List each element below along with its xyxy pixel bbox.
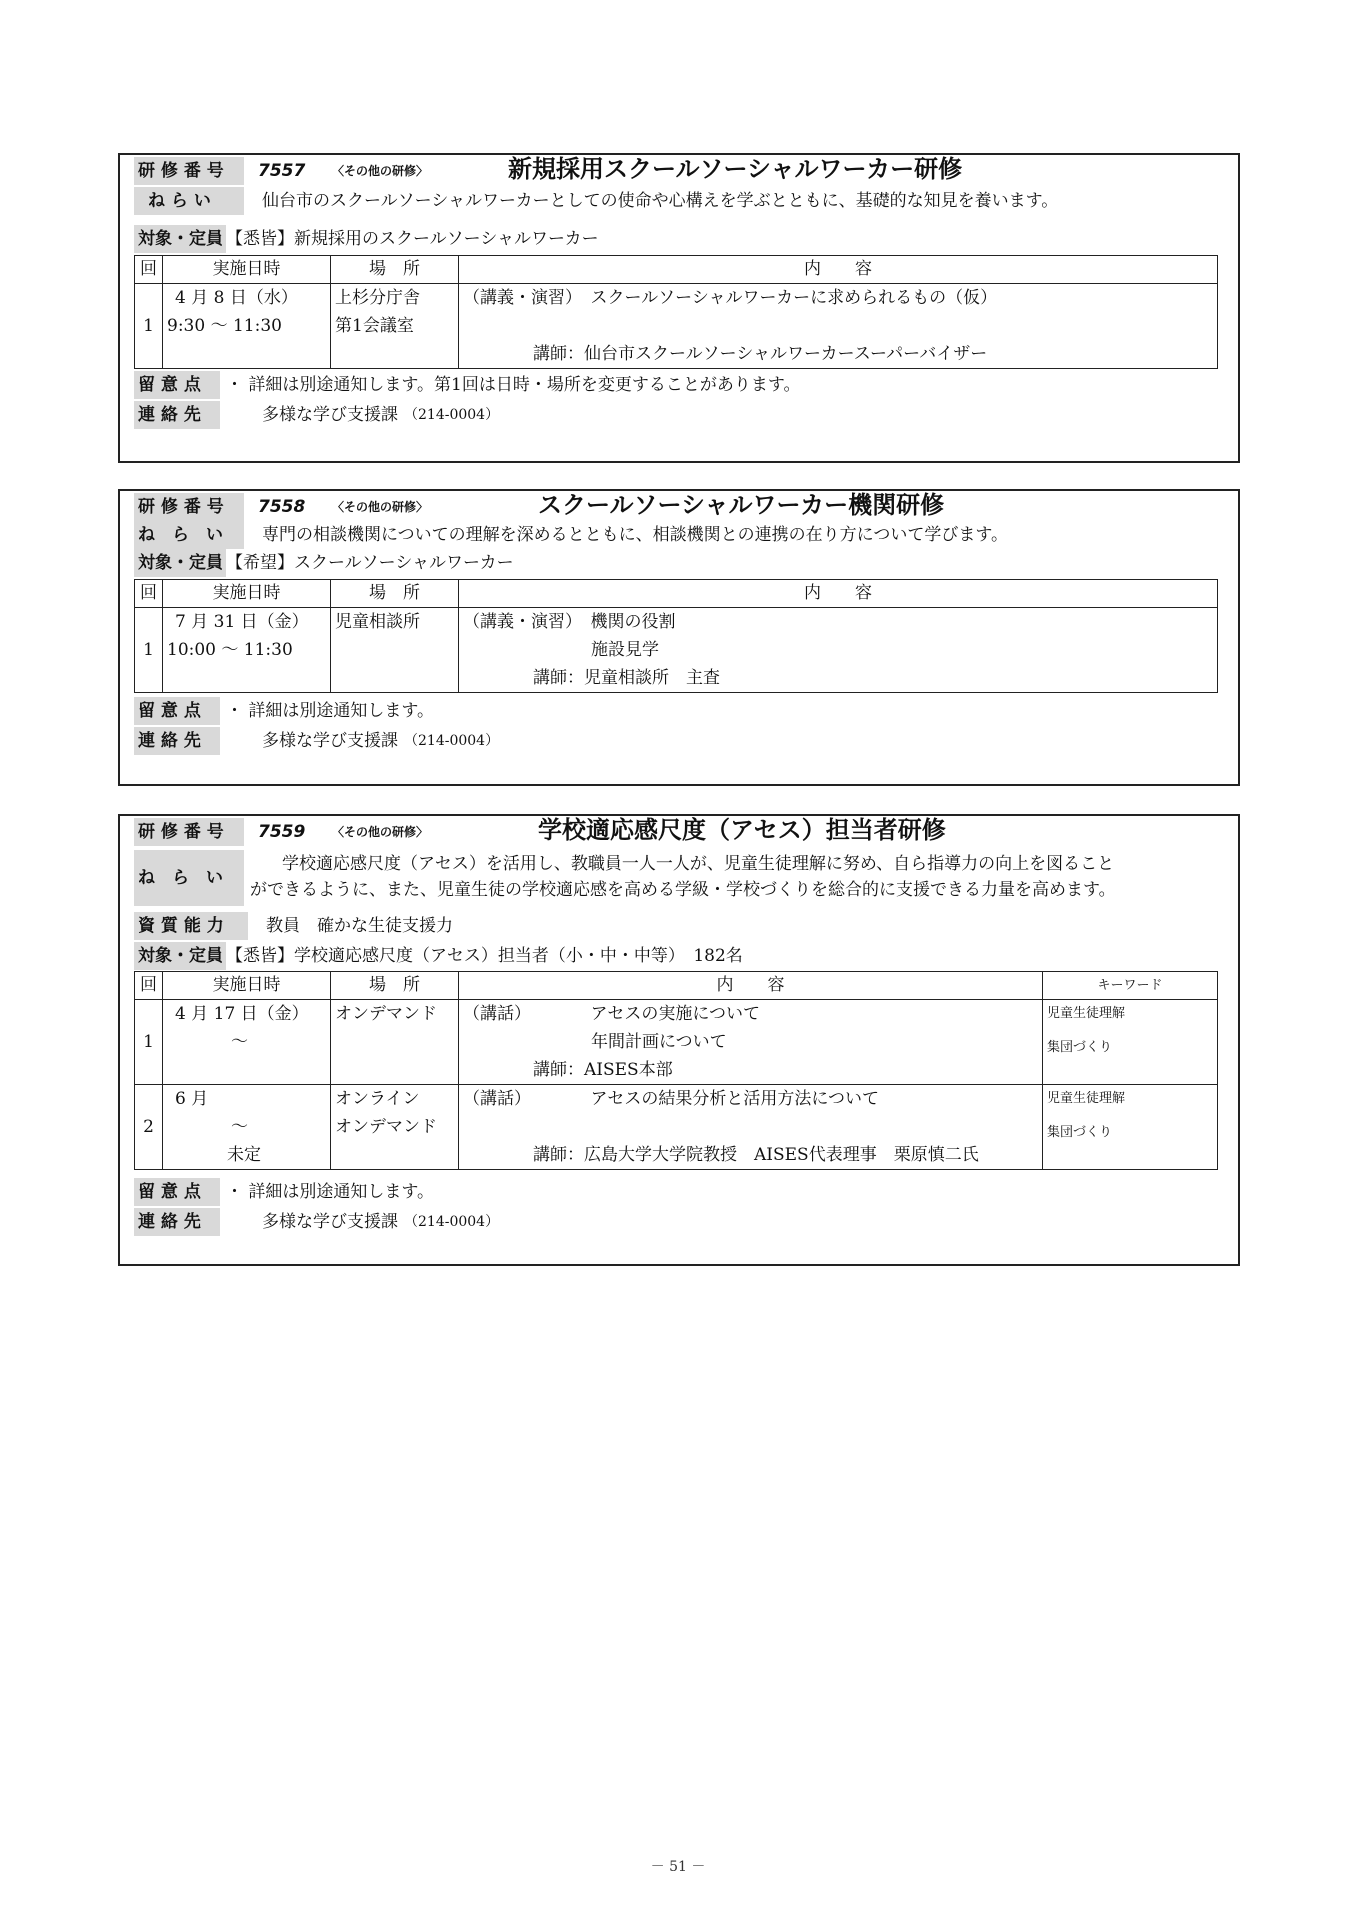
notes-text: ・ 詳細は別途通知します。第1回は日時・場所を変更することがあります。 bbox=[226, 375, 801, 395]
place-line: 児童相談所 bbox=[335, 612, 420, 632]
session-date: 4 月 17 日（金） bbox=[175, 1004, 309, 1024]
spacer bbox=[167, 664, 326, 692]
schedule-table bbox=[134, 579, 1218, 693]
notes-label: 留 意 点 bbox=[134, 371, 220, 399]
aim-row bbox=[134, 850, 1224, 906]
session-content bbox=[459, 284, 1218, 369]
ability-row bbox=[134, 912, 1224, 940]
notes-text: ・ 詳細は別途通知します。 bbox=[226, 1182, 435, 1202]
lecturer-line: 講師：AISES本部 bbox=[533, 1060, 673, 1080]
session-content bbox=[459, 1085, 1043, 1170]
content-line: （講話） アセスの実施について bbox=[463, 1004, 760, 1024]
header-keyword: キーワード bbox=[1043, 972, 1218, 1000]
session-datetime bbox=[163, 1085, 331, 1170]
training-title: スクールソーシャルワーカー機関研修 bbox=[538, 491, 945, 519]
target-text: 【悉皆】学校適応感尺度（アセス）担当者（小・中・中等） 182名 bbox=[226, 946, 743, 966]
training-number: 7559 bbox=[258, 822, 306, 842]
header-content: 内 容 bbox=[459, 256, 1218, 284]
contact-name: 多様な学び支援課 bbox=[262, 405, 398, 425]
notes-label: 留 意 点 bbox=[134, 697, 220, 725]
session-time: 9:30 〜 11:30 bbox=[167, 316, 282, 336]
contact-name: 多様な学び支援課 bbox=[262, 1212, 398, 1232]
schedule-table bbox=[134, 971, 1218, 1170]
header-round: 回 bbox=[135, 256, 163, 284]
session-number: 1 bbox=[135, 284, 163, 369]
number-label: 研 修 番 号 bbox=[134, 493, 244, 521]
session-date: 6 月 bbox=[175, 1089, 209, 1109]
aim-row bbox=[134, 187, 1224, 215]
header-content: 内 容 bbox=[459, 972, 1043, 1000]
header-round: 回 bbox=[135, 580, 163, 608]
session-keywords bbox=[1043, 1000, 1218, 1085]
notes-row bbox=[134, 371, 1224, 399]
contact-tel: （214-0004） bbox=[404, 407, 500, 423]
schedule-table bbox=[134, 255, 1218, 369]
header-place: 場 所 bbox=[331, 972, 459, 1000]
header-date: 実施日時 bbox=[163, 256, 331, 284]
aim-row bbox=[134, 521, 1224, 549]
ability-text: 教員 確かな生徒支援力 bbox=[266, 916, 453, 936]
number-label: 研 修 番 号 bbox=[134, 157, 244, 185]
session-datetime bbox=[163, 1000, 331, 1085]
session-datetime bbox=[163, 608, 331, 693]
table-row bbox=[135, 608, 1218, 693]
keyword: 児童生徒理解 bbox=[1047, 1091, 1126, 1106]
header-content: 内 容 bbox=[459, 580, 1218, 608]
table-row bbox=[135, 1085, 1218, 1170]
contact-tel: （214-0004） bbox=[404, 733, 500, 749]
session-place bbox=[331, 1000, 459, 1085]
session-number: 1 bbox=[135, 1000, 163, 1085]
content-line: （講義・演習） 機関の役割 bbox=[463, 612, 676, 632]
target-label: 対象・定員 bbox=[134, 942, 226, 970]
contact-label: 連 絡 先 bbox=[134, 727, 220, 755]
contact-row bbox=[134, 727, 1224, 755]
number-row bbox=[134, 493, 1224, 521]
aim-label: ね ら い bbox=[134, 850, 244, 906]
lecturer-line: 講師：児童相談所 主査 bbox=[533, 668, 720, 688]
content-line: 施設見学 bbox=[591, 640, 659, 660]
session-number: 1 bbox=[135, 608, 163, 693]
number-row bbox=[134, 157, 1224, 185]
notes-row bbox=[134, 1178, 1224, 1206]
session-datetime bbox=[163, 284, 331, 369]
training-section-7557 bbox=[118, 153, 1240, 463]
aim-line-1: 学校適応感尺度（アセス）を活用し、教職員一人一人が、児童生徒理解に努め、自ら指導力の向上を図ること bbox=[282, 854, 1115, 874]
training-number: 7557 bbox=[258, 161, 306, 181]
keyword: 集団づくり bbox=[1047, 1125, 1113, 1140]
training-category: 〈その他の研修〉 bbox=[332, 825, 429, 839]
training-category: 〈その他の研修〉 bbox=[332, 164, 429, 178]
place-line: オンデマンド bbox=[335, 1117, 437, 1137]
session-content bbox=[459, 1000, 1043, 1085]
header-date: 実施日時 bbox=[163, 972, 331, 1000]
target-row bbox=[134, 549, 1224, 577]
session-time-end: 未定 bbox=[227, 1145, 261, 1165]
training-title: 学校適応感尺度（アセス）担当者研修 bbox=[538, 816, 946, 844]
training-number: 7558 bbox=[258, 497, 306, 517]
lecturer-line: 講師：広島大学大学院教授 AISES代表理事 栗原慎二氏 bbox=[533, 1145, 979, 1165]
page-number: － 51 － bbox=[650, 1859, 706, 1875]
content-line: （講話） アセスの結果分析と活用方法について bbox=[463, 1089, 879, 1109]
table-row bbox=[135, 1000, 1218, 1085]
session-time: 〜 bbox=[231, 1117, 248, 1137]
session-time-end bbox=[167, 1056, 326, 1084]
training-section-7559 bbox=[118, 814, 1240, 1266]
aim-label: ね ら い bbox=[134, 187, 244, 215]
place-line: 第1会議室 bbox=[335, 316, 414, 336]
place-line: オンライン bbox=[335, 1089, 420, 1109]
number-label: 研 修 番 号 bbox=[134, 818, 244, 846]
ability-label: 資 質 能 力 bbox=[134, 912, 248, 940]
target-row bbox=[134, 225, 1224, 253]
contact-row bbox=[134, 401, 1224, 429]
session-place bbox=[331, 284, 459, 369]
session-keywords bbox=[1043, 1085, 1218, 1170]
notes-text: ・ 詳細は別途通知します。 bbox=[226, 701, 435, 721]
aim-text: 専門の相談機関についての理解を深めるとともに、相談機関との連携の在り方について学びます。 bbox=[262, 525, 1008, 545]
target-text: 【悉皆】新規採用のスクールソーシャルワーカー bbox=[226, 229, 599, 249]
keyword: 集団づくり bbox=[1047, 1040, 1113, 1055]
contact-name: 多様な学び支援課 bbox=[262, 731, 398, 751]
header-date: 実施日時 bbox=[163, 580, 331, 608]
session-number: 2 bbox=[135, 1085, 163, 1170]
session-date: 4 月 8 日（水） bbox=[175, 288, 298, 308]
lecturer-line: 講師：仙台市スクールソーシャルワーカースーパーバイザー bbox=[533, 344, 988, 364]
target-label: 対象・定員 bbox=[134, 549, 226, 577]
content-line: 年間計画について bbox=[591, 1032, 727, 1052]
training-category: 〈その他の研修〉 bbox=[332, 500, 429, 514]
keyword: 児童生徒理解 bbox=[1047, 1006, 1126, 1021]
table-header-row bbox=[135, 580, 1218, 608]
notes-label: 留 意 点 bbox=[134, 1178, 220, 1206]
training-section-7558 bbox=[118, 489, 1240, 786]
session-place bbox=[331, 1085, 459, 1170]
aim-label: ね ら い bbox=[134, 521, 244, 549]
contact-row bbox=[134, 1208, 1224, 1236]
content-line: （講義・演習） スクールソーシャルワーカーに求められるもの（仮） bbox=[463, 288, 998, 308]
session-time: 〜 bbox=[231, 1032, 248, 1052]
aim-text: 仙台市のスクールソーシャルワーカーとしての使命や心構えを学ぶとともに、基礎的な知見を養います。 bbox=[262, 191, 1059, 211]
table-header-row bbox=[135, 256, 1218, 284]
session-time: 10:00 〜 11:30 bbox=[167, 640, 293, 660]
target-row bbox=[134, 942, 1224, 970]
table-row bbox=[135, 284, 1218, 369]
place-line: 上杉分庁舎 bbox=[335, 288, 420, 308]
place-line: オンデマンド bbox=[335, 1004, 437, 1024]
content-line bbox=[463, 312, 1213, 340]
contact-label: 連 絡 先 bbox=[134, 401, 220, 429]
target-label: 対象・定員 bbox=[134, 225, 226, 253]
contact-label: 連 絡 先 bbox=[134, 1208, 220, 1236]
table-header-row bbox=[135, 972, 1218, 1000]
session-place bbox=[331, 608, 459, 693]
number-row bbox=[134, 818, 1224, 846]
header-round: 回 bbox=[135, 972, 163, 1000]
notes-row bbox=[134, 697, 1224, 725]
session-date: 7 月 31 日（金） bbox=[175, 612, 309, 632]
contact-tel: （214-0004） bbox=[404, 1214, 500, 1230]
content-line bbox=[463, 1113, 1038, 1141]
target-text: 【希望】スクールソーシャルワーカー bbox=[226, 553, 514, 573]
header-place: 場 所 bbox=[331, 580, 459, 608]
session-content bbox=[459, 608, 1218, 693]
header-place: 場 所 bbox=[331, 256, 459, 284]
training-title: 新規採用スクールソーシャルワーカー研修 bbox=[508, 155, 963, 183]
aim-line-2: ができるように、また、児童生徒の学校適応感を高める学級・学校づくりを総合的に支援できる力量を高めます。 bbox=[250, 880, 1116, 900]
spacer bbox=[167, 340, 326, 368]
